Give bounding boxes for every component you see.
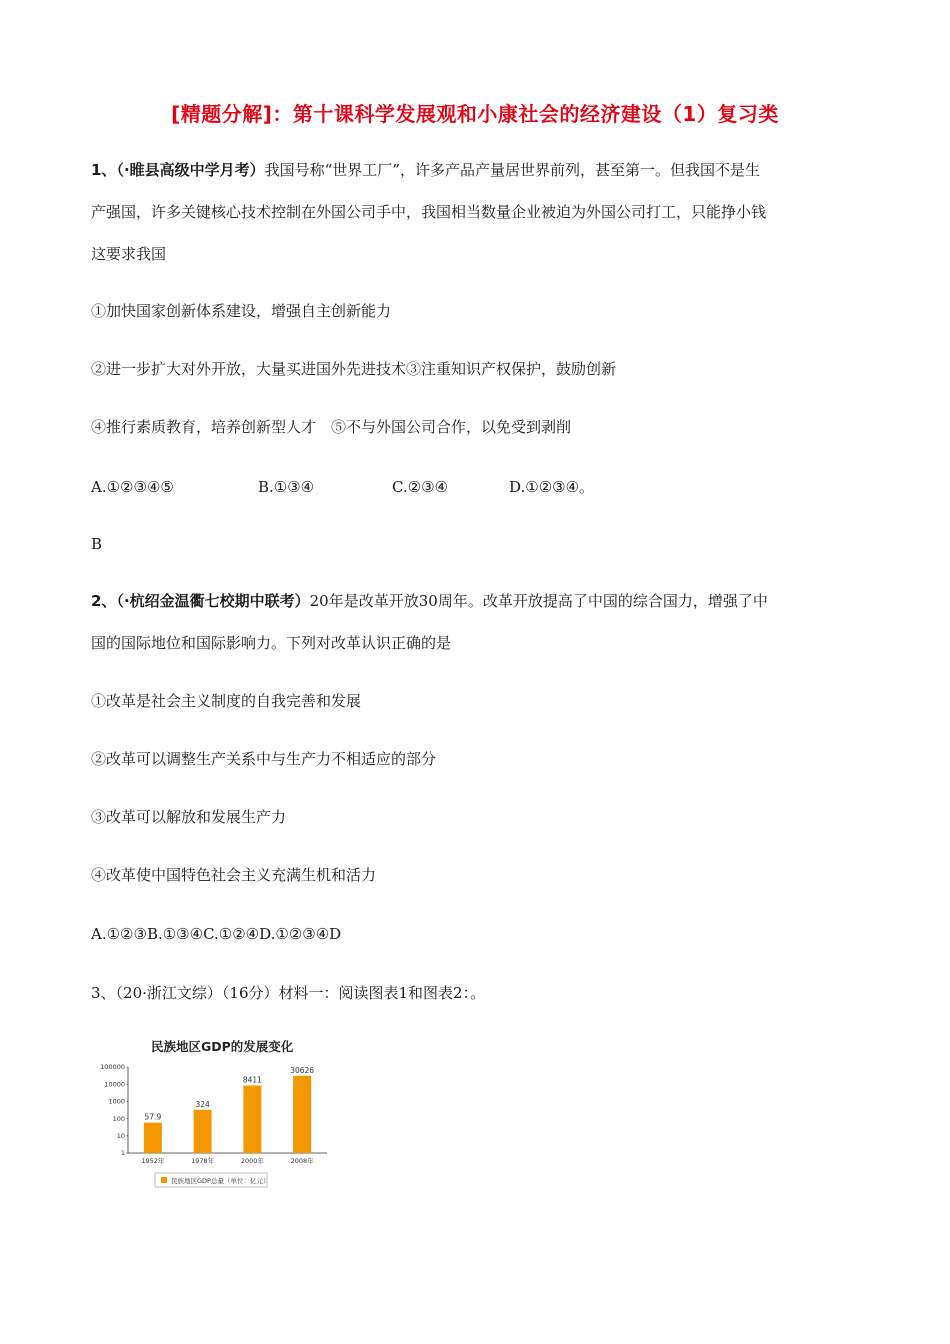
q1-option-d: D.①②③④。	[509, 478, 595, 496]
q1-answer: B	[91, 535, 103, 553]
q1-option-b: B.①③④	[258, 478, 315, 496]
y-tick-label: 10	[116, 1132, 125, 1140]
x-tick-label: 2008年	[290, 1157, 314, 1165]
bar	[144, 1123, 162, 1153]
chart-title: 民族地区GDP的发展变化	[151, 1039, 294, 1054]
bar-value-label: 8411	[242, 1075, 262, 1085]
q1-number: 1、	[91, 161, 117, 179]
bar-value-label: 30626	[290, 1065, 315, 1075]
q2-item2: ②改革可以调整生产关系中与生产力不相适应的部分	[91, 750, 437, 768]
q2-number: 2、	[91, 592, 117, 610]
bar	[194, 1110, 212, 1153]
q2-options-answer: A.①②③B.①③④C.①②④D.①②③④D	[91, 925, 342, 943]
q1-item3: ④推行素质教育，培养创新型人才 ⑤不与外国公司合作，以免受到剥削	[91, 418, 572, 436]
q3-stem: 3、（20·浙江文综）（16分）材料一：阅读图表1和图表2：。	[91, 984, 486, 1002]
q2-item1: ①改革是社会主义制度的自我完善和发展	[91, 692, 362, 710]
q1-item1: ①加快国家创新体系建设，增强自主创新能力	[91, 302, 392, 320]
q2-stem	[91, 580, 861, 664]
q1-stem-line1: 我国号称“世界工厂”，许多产品产量居世界前列，甚至第一。但我国不是生	[264, 161, 760, 179]
x-tick-label: 1952年	[141, 1157, 165, 1165]
q1-stem-line3: 这要求我国	[91, 245, 167, 263]
q2-item4: ④改革使中国特色社会主义充满生机和活力	[91, 866, 377, 884]
y-tick-label: 1	[120, 1149, 125, 1158]
legend-label: 民族地区GDP总量（单位：亿元）	[171, 1177, 270, 1185]
bar-value-label: 57.9	[144, 1112, 162, 1122]
x-tick-label: 1978年	[191, 1157, 215, 1165]
q2-source: （·杭绍金温衢七校期中联考）	[116, 592, 310, 610]
q1-option-a: A.①②③④⑤	[91, 478, 174, 496]
y-tick-label: 10000	[104, 1080, 125, 1089]
q1-stem	[91, 149, 861, 275]
y-tick-label: 100	[112, 1114, 125, 1123]
gdp-bar-chart	[91, 1036, 331, 1192]
x-tick-label: 2000年	[240, 1157, 264, 1165]
page-title: [精题分解]：第十课科学发展观和小康社会的经济建设（1）复习类	[171, 102, 779, 126]
y-tick-label: 1000	[108, 1097, 125, 1106]
legend-swatch	[161, 1177, 167, 1183]
y-tick-label: 100000	[100, 1063, 125, 1072]
bar-value-label: 324	[195, 1099, 210, 1109]
bar	[243, 1085, 261, 1153]
q2-stem-line1: 20年是改革开放30周年。改革开放提高了中国的综合国力，增强了中	[309, 592, 768, 610]
q2-stem-line2: 国的国际地位和国际影响力。下列对改革认识正确的是	[91, 634, 452, 652]
q1-stem-line2: 产强国，许多关键核心技术控制在外国公司手中，我国相当数量企业被迫为外国公司打工，只能挣小钱	[91, 203, 767, 221]
bar	[293, 1076, 311, 1153]
q1-source: （·睢县高级中学月考）	[116, 161, 265, 179]
q1-option-c: C.②③④	[392, 478, 449, 496]
q1-item2: ②进一步扩大对外开放，大量买进国外先进技术③注重知识产权保护，鼓励创新	[91, 360, 617, 378]
q2-item3: ③改革可以解放和发展生产力	[91, 808, 287, 826]
